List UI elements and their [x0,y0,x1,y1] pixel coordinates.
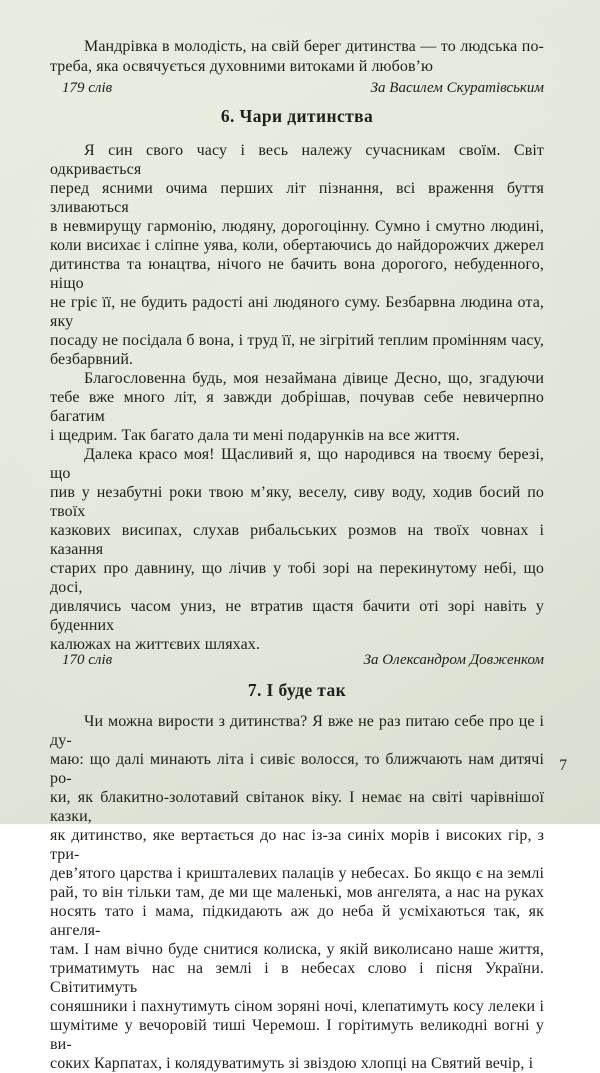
section-7-heading: 7. І буде так [247,680,347,700]
text-line: треба, яка освячується духовними витоками й любов’ю [50,57,434,75]
text-line: Далека красо моя! Щасливий я, що народився на твоєму березі, що [50,446,544,482]
text-line: як дитинство, яке вертається до нас із-за синіх морів і високих гір, з три- [50,827,544,863]
text-line: коли висихає і сліпне уява, коли, обертаючись до найдорожчих джерел [50,237,544,254]
word-count-row [50,79,544,98]
text-line: соняшники і пахнутимуть сіном зоряні ночі, клепатимуть косу лелеки і [50,998,544,1015]
section-6-paragraph-3 [50,445,544,654]
text-line: тебе вже много літ, я завжди добрішав, почував себе невичерпно багатим [50,389,544,425]
text-block [50,37,544,1073]
text-line: пив у незабутні роки твою м’яку, веселу, сиву воду, ходив босий по твоїх [50,484,544,520]
text-line: казкових висипах, слухав рибальських розмов на твоїх човнах і казання [50,522,544,558]
word-count: 179 слів [62,80,113,96]
text-line: носять тато і мама, підкидають аж до неба й усміхаються так, як ангеля- [50,903,544,939]
section-6-paragraph-1 [50,141,544,369]
text-line: Я син свого часу і весь належу сучасникам своїм. Світ одкривається [50,142,544,178]
text-line: перед ясними очима перших літ пізнання, всі враження буття зливаються [50,180,544,216]
text-line: калюжах на життєвих шляхах. [50,636,260,653]
attribution: За Василем Скуратівським [370,80,544,96]
section-6-heading: 6. Чари дитинства [220,106,374,126]
text-line: безбарвний. [50,351,134,368]
text-line: Мандрівка в молодість, на свій берег дитинства — то людська по- [84,38,544,55]
text-line: ки, як блакитно-золотавий світанок віку. І немає на світі чарівнішої казки, [50,789,544,825]
intro-paragraph [50,37,544,76]
text-line: шумітиме у вечоровій тиші Черемош. І горітимуть великодні вогні у ви- [50,1017,544,1053]
text-line: рай, то він тільки там, де ми ще маленькі, мов ангелята, а нас на руках [50,884,544,901]
text-line: Благословенна будь, моя незаймана дівице Десно, що, згадуючи [84,370,544,387]
text-line: соких Карпатах, і колядуватимуть зі звіздою хлопці на Святий вечір, і [50,1055,534,1072]
text-line: Чи можна вирости з дитинства? Я вже не раз питаю себе про це і ду- [50,713,544,749]
text-line: дитинства та юнацтва, нічого не бачить вона дорогого, небуденного, ніщо [50,256,544,292]
text-line: маю: що далі минають літа і сивіє волосся, то ближчають нам дитячі ро- [50,751,544,787]
section-7-paragraph-1 [50,712,544,1073]
page-number: 7 [559,757,567,774]
text-line: в невмирущу гармонію, людяну, дорогоцінну. Сумно і смутно людині, [50,218,544,235]
attribution: За Олександром Довженком [363,652,544,668]
text-line: дивлячись часом униз, не втратив щастя бачити оті зорі навіть у буденних [50,598,544,634]
text-line: посаду не посідала б вона, і труд її, не зігрітий теплим промінням часу, [50,332,544,349]
section-6-paragraph-2 [50,369,544,445]
word-count: 170 слів [62,652,113,668]
text-line: не гріє її, не будить радості ані людяного суму. Безбарвна людина ота, яку [50,294,544,330]
text-line: триматимуть нас на землі і в небесах слово і пісня України. Світитимуть [50,960,544,996]
text-line: там. І нам вічно буде снитися колиска, у якій виколисано наше життя, [50,941,544,958]
text-line: старих про давнину, що лічив у тобі зорі на перекинутому небі, що досі, [50,560,544,596]
text-line: дев’ятого царства і кришталевих палаців у небесах. Бо якщо є на землі [50,865,544,882]
text-line: і щедрим. Так багато дала ти мені подарунків на все життя. [50,427,460,444]
